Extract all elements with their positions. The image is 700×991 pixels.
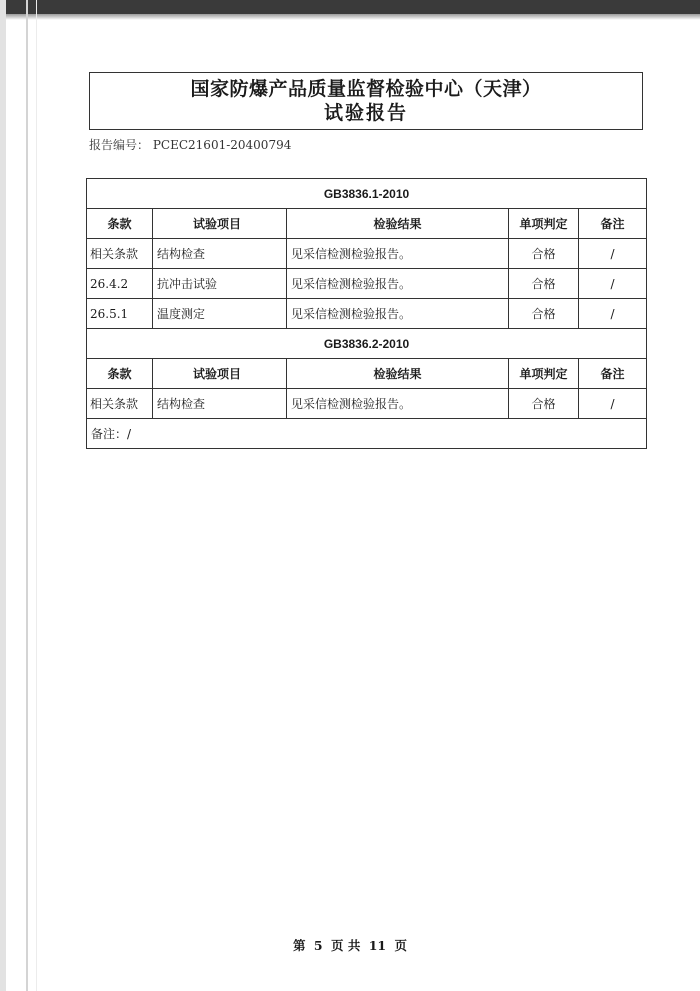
footer-prefix: 第 [293,938,306,953]
cell-clause: 相关条款 [87,239,153,269]
footer-middle: 页 共 [330,938,361,953]
footer-total-pages: 11 [368,938,387,953]
remarks-row [87,419,647,449]
report-title-org: 国家防爆产品质量监督检验中心（天津） [190,78,542,100]
cell-judgement: 合格 [509,299,579,329]
cell-result: 见采信检测检验报告。 [287,389,509,419]
cell-item: 结构检查 [153,239,287,269]
col-header-judgement: 单项判定 [509,209,579,239]
binding-line-secondary [36,0,37,991]
cell-note: / [579,389,647,419]
standard-row [87,329,647,359]
page-footer [0,936,700,954]
cell-clause: 26.4.2 [87,269,153,299]
cell-item: 温度测定 [153,299,287,329]
cell-note: / [579,299,647,329]
scan-top-edge [0,0,700,14]
col-header-result: 检验结果 [287,359,509,389]
cell-result: 见采信检测检验报告。 [287,269,509,299]
binding-line [26,0,28,991]
cell-judgement: 合格 [509,239,579,269]
scan-top-shadow [0,14,700,20]
cell-note: / [579,269,647,299]
col-header-clause: 条款 [87,359,153,389]
footer-suffix: 页 [394,938,407,953]
cell-item: 抗冲击试验 [153,269,287,299]
cell-item: 结构检查 [153,389,287,419]
table-header-row [87,209,647,239]
report-title-type: 试验报告 [323,102,408,124]
col-header-result: 检验结果 [287,209,509,239]
standard-row [87,179,647,209]
scan-left-edge [0,0,6,991]
report-number [89,136,291,153]
col-header-clause: 条款 [87,209,153,239]
cell-judgement: 合格 [509,269,579,299]
remarks-text: 备注：/ [87,419,647,449]
col-header-note: 备注 [579,359,647,389]
table-row [87,299,647,329]
cell-judgement: 合格 [509,389,579,419]
results-table [86,178,647,449]
table-row [87,269,647,299]
cell-note: / [579,239,647,269]
col-header-item: 试验项目 [153,359,287,389]
report-title-box [89,72,643,130]
cell-result: 见采信检测检验报告。 [287,239,509,269]
standard-title: GB3836.2-2010 [87,329,647,359]
col-header-judgement: 单项判定 [509,359,579,389]
standard-title: GB3836.1-2010 [87,179,647,209]
table-header-row [87,359,647,389]
col-header-note: 备注 [579,209,647,239]
table-row [87,239,647,269]
cell-clause: 相关条款 [87,389,153,419]
report-number-value: PCEC21601-20400794 [152,138,292,152]
cell-clause: 26.5.1 [87,299,153,329]
cell-result: 见采信检测检验报告。 [287,299,509,329]
col-header-item: 试验项目 [153,209,287,239]
table-row [87,389,647,419]
report-number-label: 报告编号： [89,138,150,152]
footer-page-number: 5 [313,938,323,953]
